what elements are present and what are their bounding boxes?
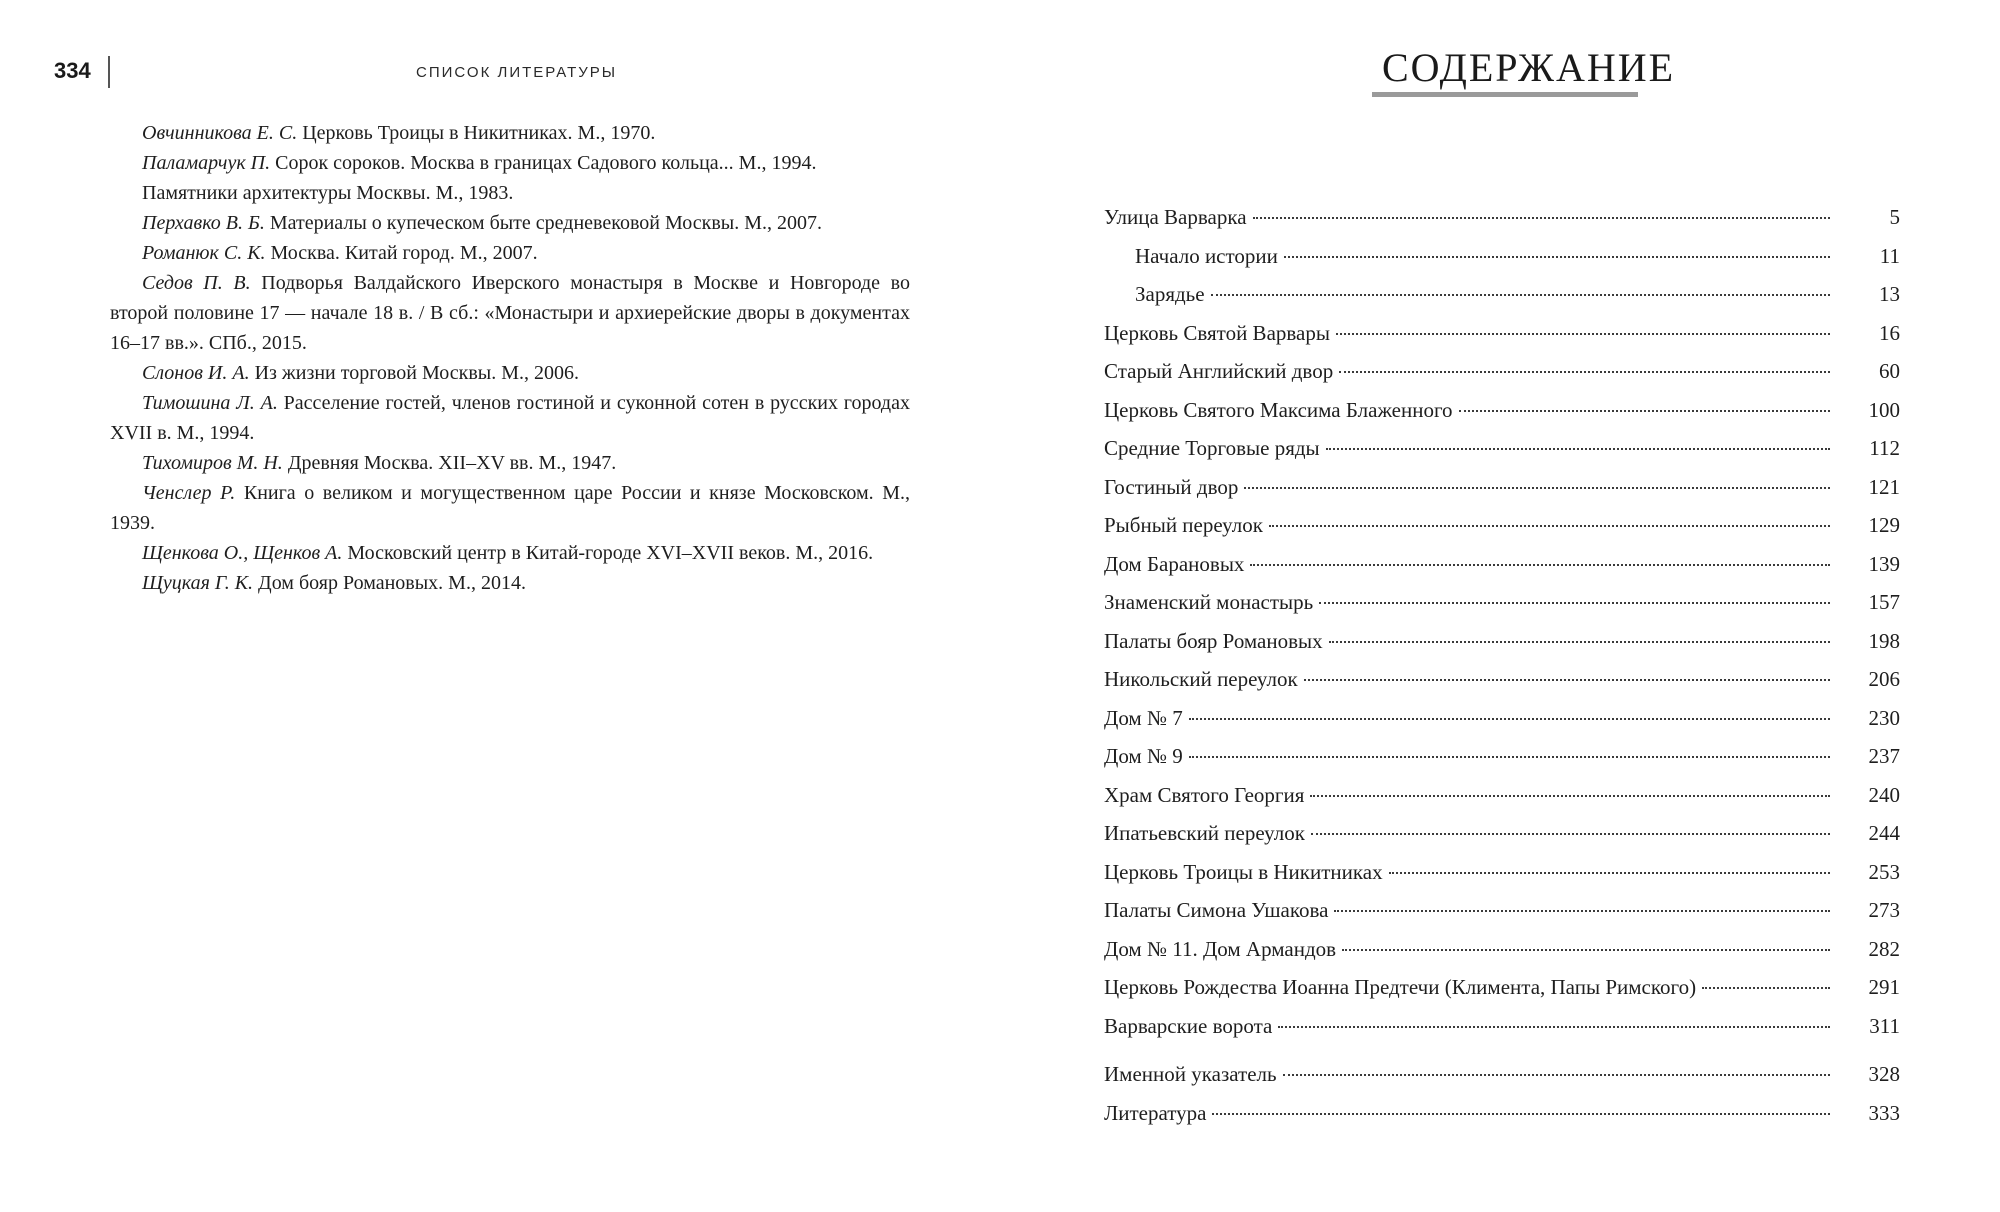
toc-leader-dots [1189, 755, 1830, 758]
toc-entry-label: Начало истории [1135, 243, 1278, 268]
toc-entry[interactable] [1104, 968, 1900, 1007]
bibliography-entry [110, 538, 910, 568]
bibliography-entry [110, 178, 910, 208]
toc-leader-dots [1304, 678, 1830, 681]
toc-page-number: 121 [1868, 474, 1900, 499]
toc-leader-dots [1702, 986, 1830, 989]
entry-author: Щуцкая Г. К. [142, 572, 254, 594]
toc-entry-label: Гостиный двор [1104, 474, 1239, 499]
toc-page-number: 100 [1868, 397, 1900, 422]
toc-entry-label: Церковь Святой Варвары [1104, 320, 1330, 345]
entry-text: Расселение гостей, членов гостиной и суконной сотен в русских городах XVII в. М., 1994. [110, 392, 910, 444]
toc-leader-dots [1189, 717, 1830, 720]
toc-entry[interactable] [1104, 891, 1900, 930]
bibliography-entry [110, 478, 910, 538]
toc-page-number: 237 [1868, 744, 1900, 768]
toc-entry-label: Дом № 11. Дом Армандов [1104, 936, 1337, 961]
toc-entry[interactable] [1104, 506, 1900, 545]
toc-entry-label: Литература [1104, 1100, 1207, 1125]
toc-leader-dots [1283, 1073, 1830, 1076]
toc-title-underline [1372, 92, 1638, 97]
toc-leader-dots [1339, 370, 1830, 373]
entry-author: Романюк С. К. [142, 242, 266, 264]
toc-leader-dots [1244, 486, 1830, 489]
toc-entry-label: Ипатьевский переулок [1104, 821, 1305, 845]
toc-leader-dots [1389, 871, 1830, 874]
toc-page-number: 129 [1868, 513, 1900, 537]
toc-leader-dots [1310, 794, 1830, 797]
toc-page-number: 5 [1889, 205, 1900, 229]
toc-leader-dots [1250, 563, 1830, 566]
toc-leader-dots [1342, 948, 1830, 951]
toc-entry[interactable] [1104, 853, 1900, 892]
toc-leader-dots [1334, 909, 1830, 912]
table-of-contents [1104, 198, 1900, 1132]
toc-entry[interactable] [1104, 1094, 1900, 1133]
entry-author: Перхавко В. Б. [142, 212, 265, 234]
toc-page-number: 253 [1868, 859, 1900, 884]
bibliography-list [110, 118, 910, 598]
toc-page-number: 13 [1879, 282, 1900, 306]
entry-author: Щенкова О., Щенков А. [142, 542, 343, 564]
toc-entry[interactable] [1104, 699, 1900, 738]
toc-entry[interactable] [1104, 1055, 1900, 1094]
toc-leader-dots [1253, 216, 1830, 219]
header-divider [108, 56, 110, 88]
toc-entry[interactable] [1104, 737, 1900, 776]
entry-text: Сорок сороков. Москва в границах Садового кольца... М., 1994. [270, 152, 817, 174]
entry-text: Книга о великом и могущественном царе России и князе Московском. М., 1939. [110, 482, 910, 534]
toc-entry[interactable] [1104, 275, 1900, 314]
toc-entry-label: Палаты Симона Ушакова [1104, 898, 1329, 922]
toc-leader-dots [1319, 601, 1830, 604]
toc-entry[interactable] [1104, 429, 1900, 468]
bibliography-entry [110, 148, 910, 178]
entry-text: Подворья Валдайского Иверского монастыря в Москве и Новгороде во второй половине 17 — начале 18 в. / В сб.: «Монастыри и архиерейские дворы в документах 16–17 вв.». СПб., 2015. [110, 272, 910, 354]
toc-leader-dots [1326, 447, 1830, 450]
toc-title: СОДЕРЖАНИЕ [1382, 45, 1676, 90]
toc-entry[interactable] [1104, 391, 1900, 430]
toc-entry[interactable] [1104, 583, 1900, 622]
entry-text: Памятники архитектуры Москвы. М., 1983. [142, 182, 514, 204]
toc-entry-label: Церковь Троицы в Никитниках [1104, 859, 1383, 884]
entry-author: Паламарчук П. [142, 152, 271, 174]
toc-page-number: 198 [1868, 628, 1900, 653]
toc-page-number: 16 [1879, 320, 1900, 345]
toc-leader-dots [1211, 293, 1830, 296]
toc-page-number: 60 [1879, 359, 1900, 383]
toc-page-number: 157 [1868, 590, 1900, 614]
entry-text: Древняя Москва. XII–XV вв. М., 1947. [282, 452, 617, 474]
entry-text: Из жизни торговой Москвы. М., 2006. [249, 362, 579, 384]
toc-page-number: 206 [1868, 667, 1900, 691]
toc-entry[interactable] [1104, 1007, 1900, 1046]
toc-entry[interactable] [1104, 545, 1900, 584]
entry-text: Московский центр в Китай-городе XVI–XVII веков. М., 2016. [342, 542, 874, 564]
toc-entry[interactable] [1104, 352, 1900, 391]
toc-page-number: 112 [1869, 436, 1900, 460]
toc-entry-label: Варварские ворота [1104, 1013, 1273, 1038]
toc-entry-label: Церковь Рождества Иоанна Предтечи (Климента, Папы Римского) [1104, 975, 1697, 999]
toc-entry-label: Дом Барановых [1104, 551, 1245, 576]
toc-page-number: 328 [1868, 1062, 1900, 1086]
toc-page-number: 240 [1868, 782, 1900, 807]
toc-page-number: 333 [1868, 1100, 1900, 1125]
entry-text: Материалы о купеческом быте средневековой Москвы. М., 2007. [264, 212, 822, 234]
toc-entry[interactable] [1104, 237, 1900, 276]
toc-entry-label: Дом № 9 [1104, 744, 1183, 768]
toc-page-number: 273 [1868, 898, 1900, 922]
entry-author: Слонов И. А. [142, 362, 250, 384]
toc-entry-label: Старый Английский двор [1104, 359, 1334, 383]
entry-text: Дом бояр Романовых. М., 2014. [253, 572, 526, 594]
entry-text: Москва. Китай город. М., 2007. [265, 242, 538, 264]
bibliography-entry [110, 268, 910, 358]
running-head: СПИСОК ЛИТЕРАТУРЫ [416, 64, 618, 81]
bibliography-entry [110, 448, 910, 478]
toc-page-number: 11 [1879, 243, 1900, 268]
toc-entry-label: Палаты бояр Романовых [1104, 628, 1323, 653]
bibliography-entry [110, 118, 910, 148]
toc-page-number: 311 [1869, 1013, 1900, 1038]
toc-entry-label: Знаменский монастырь [1104, 590, 1314, 614]
toc-leader-dots [1212, 1112, 1830, 1115]
entry-author: Седов П. В. [142, 272, 251, 294]
toc-page-number: 244 [1868, 821, 1900, 845]
bibliography-entry [110, 388, 910, 448]
toc-entry[interactable] [1104, 776, 1900, 815]
entry-author: Овчинникова Е. С. [142, 122, 298, 144]
bibliography-entry [110, 208, 910, 238]
toc-leader-dots [1269, 524, 1830, 527]
toc-entry-label: Средние Торговые ряды [1104, 436, 1320, 460]
toc-entry[interactable] [1104, 314, 1900, 353]
toc-entry-label: Зарядье [1135, 282, 1205, 306]
toc-entry-label: Никольский переулок [1104, 667, 1298, 691]
toc-entry[interactable] [1104, 660, 1900, 699]
entry-text: Церковь Троицы в Никитниках. М., 1970. [297, 122, 656, 144]
toc-leader-dots [1278, 1025, 1830, 1028]
bibliography-entry [110, 238, 910, 268]
toc-leader-dots [1459, 409, 1830, 412]
entry-author: Ченслер Р. [142, 482, 236, 504]
toc-leader-dots [1311, 832, 1830, 835]
toc-page-number: 282 [1868, 936, 1900, 961]
toc-leader-dots [1284, 255, 1830, 258]
page-number: 334 [54, 58, 91, 83]
toc-entry[interactable] [1104, 622, 1900, 661]
entry-author: Тихомиров М. Н. [142, 452, 283, 474]
bibliography-entry [110, 358, 910, 388]
toc-entry-label: Церковь Святого Максима Блаженного [1104, 397, 1453, 422]
toc-entry-label: Именной указатель [1104, 1062, 1277, 1086]
toc-entry-label: Улица Варварка [1104, 205, 1247, 229]
entry-author: Тимошина Л. А. [142, 392, 278, 414]
toc-page-number: 291 [1868, 975, 1900, 999]
toc-entry-label: Рыбный переулок [1104, 513, 1263, 537]
toc-entry[interactable] [1104, 930, 1900, 969]
toc-entry[interactable] [1104, 814, 1900, 853]
toc-leader-dots [1329, 640, 1830, 643]
right-page [1000, 0, 2000, 1212]
toc-entry[interactable] [1104, 198, 1900, 237]
bibliography-entry [110, 568, 910, 598]
toc-page-number: 139 [1868, 551, 1900, 576]
toc-entry-label: Храм Святого Георгия [1104, 782, 1305, 807]
toc-page-number: 230 [1868, 705, 1900, 730]
toc-entry-label: Дом № 7 [1104, 705, 1183, 730]
toc-leader-dots [1336, 332, 1830, 335]
toc-entry[interactable] [1104, 468, 1900, 507]
